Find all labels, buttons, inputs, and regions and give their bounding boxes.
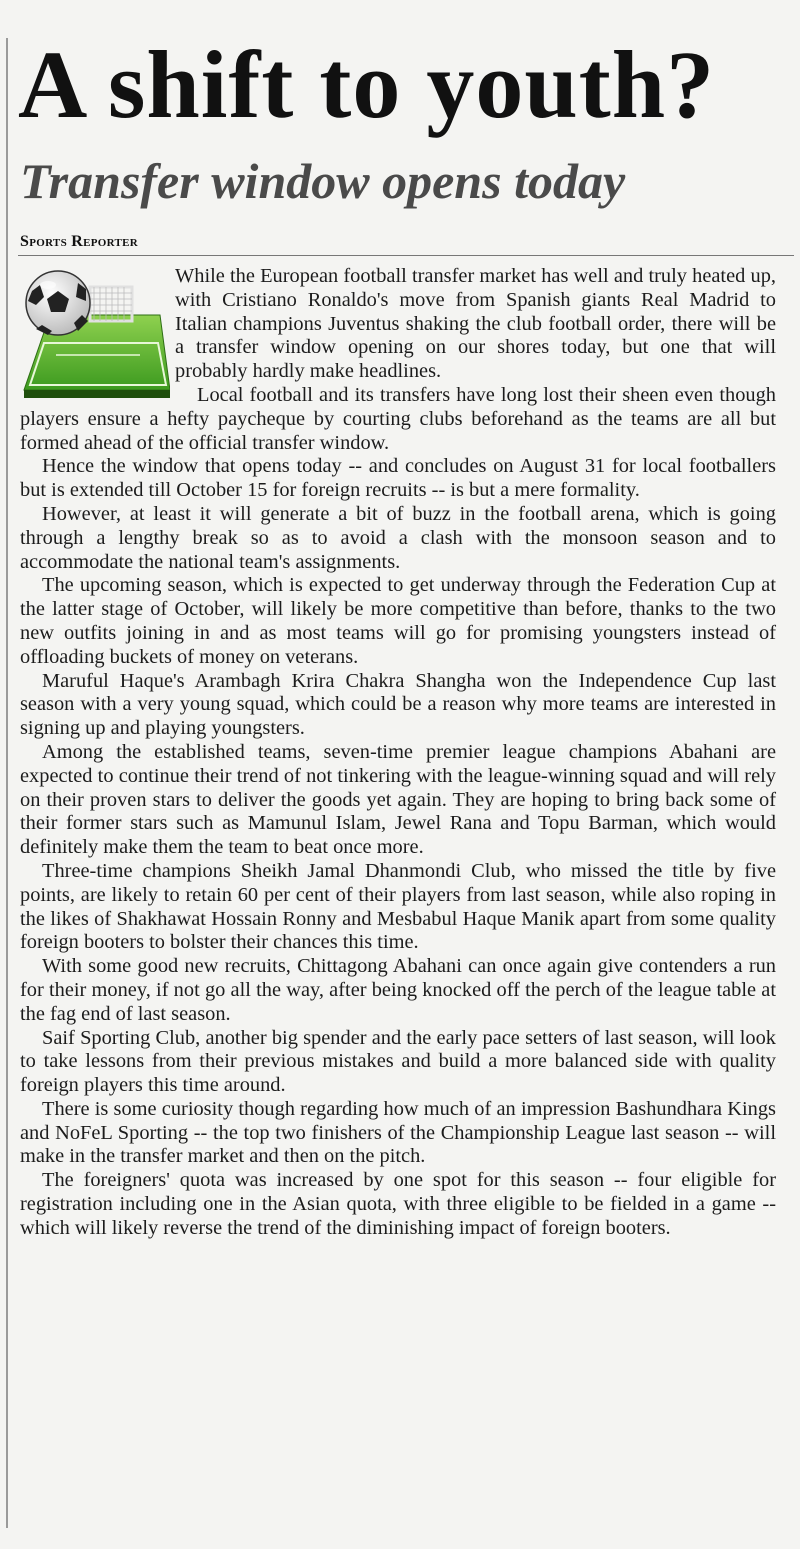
football-pitch-icon (20, 265, 170, 400)
paragraph: While the European football transfer market has well and truly heated up, with Cristiano Ronaldo's move from Spanish giants Real Madrid to Italian champions Juventus shaking the club football order, there will be a transfer window opening on our shores today, but one that will probably hardly make headlines. (175, 265, 776, 383)
paragraph: However, at least it will generate a bit of buzz in the football arena, which is going through a lengthy break so as to avoid a clash with the monsoon season and to accommodate the national team's assignments. (20, 502, 776, 573)
headline: A shift to youth? (18, 31, 716, 138)
paragraph: There is some curiosity though regarding how much of an impression Bashundhara Kings and NoFeL Sporting -- the top two finishers of the Championship League last season -- will make in the transfer market and then on the pitch. (20, 1097, 776, 1168)
paragraph: Saif Sporting Club, another big spender and the early pace setters of last season, will look to take lessons from their previous mistakes and build a more balanced side with quality foreign players this time around. (20, 1026, 776, 1097)
byline: Sports Reporter (20, 233, 139, 250)
paragraph: The foreigners' quota was increased by one spot for this season -- four eligible for registration including one in the Asian quota, with three eligible to be fielded in a game -- which will likely reverse the trend of the diminishing impact of foreign booters. (20, 1169, 776, 1239)
article-image-wrap (20, 265, 175, 407)
paragraph: Hence the window that opens today -- and concludes on August 31 for local footballers but is extended till October 15 for foreign recruits -- is but a mere formality. (20, 455, 776, 502)
article-body (20, 265, 776, 1241)
paragraph: Maruful Haque's Arambagh Krira Chakra Shangha won the Independence Cup last season with a very young squad, which could be a reason why more teams are interested in signing up and playing youngsters. (20, 669, 776, 740)
paragraph: The upcoming season, which is expected to get underway through the Federation Cup at the latter stage of October, will likely be more competitive than before, thanks to the two new outfits joining in and as most teams will go for promising youngsters instead of offloading buckets of money on veterans. (20, 574, 776, 668)
paragraph: Among the established teams, seven-time premier league champions Abahani are expected to continue their trend of not tinkering with the league-winning squad and will rely on their proven stars to deliver the goods yet again. They are hoping to bring back some of their former stars such as Mamunul Islam, Jewel Rana and Topu Barman, which would definitely make them the team to beat once more. (20, 740, 776, 859)
subheadline: Transfer window opens today (20, 153, 626, 209)
column-rule (6, 38, 8, 1528)
paragraph: Local football and its transfers have long lost their sheen even though players ensure a hefty paycheque by courting clubs beforehand as the teams are all but formed ahead of the official transfer window. (20, 383, 776, 454)
paragraph: Three-time champions Sheikh Jamal Dhanmondi Club, who missed the title by five points, are likely to retain 60 per cent of their players from last season, while also roping in the likes of Shakhawat Hossain Ronny and Mesbabul Haque Manik apart from some quality foreign booters to bolster their chances this time. (20, 859, 776, 954)
byline-divider (18, 255, 794, 256)
paragraph: With some good new recruits, Chittagong Abahani can once again give contenders a run for their money, if not go all the way, after being knocked off the perch of the league table at the fag end of last season. (20, 955, 776, 1025)
